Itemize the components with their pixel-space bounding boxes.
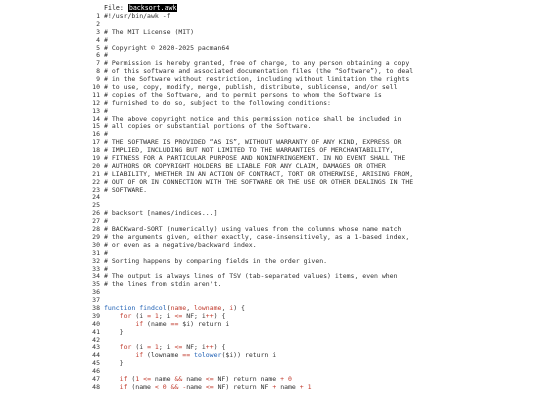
code-token: (name xyxy=(143,319,171,328)
code-token: name xyxy=(170,303,187,312)
line-text xyxy=(100,289,104,297)
code-token: i xyxy=(229,303,234,312)
code-line xyxy=(88,13,528,21)
code-token: (name xyxy=(127,382,155,391)
code-token: <= xyxy=(205,382,214,391)
code-token: NF) return name xyxy=(213,374,281,383)
line-number: 24 xyxy=(92,193,100,202)
line-number: 26 xyxy=(92,209,100,218)
code-line xyxy=(88,384,528,392)
code-token: = xyxy=(147,311,151,320)
code-token: name xyxy=(276,382,300,391)
code-token: # xyxy=(104,130,108,139)
line-number: 44 xyxy=(92,351,100,360)
code-token: # LIABILITY, WHETHER IN AN ACTION OF CONTRACT, TORT OR OTHERWISE, ARISING FROM, xyxy=(104,169,414,178)
code-token: 1 xyxy=(154,343,159,352)
line-number: 3 xyxy=(96,27,100,36)
line-number: 43 xyxy=(92,343,100,352)
code-token: ++ xyxy=(205,343,214,352)
code-token: #!/usr/bin/awk -f xyxy=(104,12,171,20)
code-token: } xyxy=(104,327,124,336)
code-token: <= xyxy=(174,343,183,352)
line-number: 9 xyxy=(96,75,100,84)
line-number: 48 xyxy=(92,382,100,391)
code-token: } xyxy=(104,359,124,368)
code-token: name xyxy=(186,382,206,391)
code-token: (i xyxy=(131,343,148,352)
line-text xyxy=(100,329,124,337)
line-number: 30 xyxy=(92,240,100,249)
code-token: # all copies or substantial portions of the Software. xyxy=(104,122,312,131)
code-line xyxy=(88,194,528,202)
code-token: (lowname xyxy=(143,351,183,360)
code-token: ; i xyxy=(158,343,175,352)
code-token: # The output is always lines of TSV (tab-separated values) items, even when xyxy=(104,272,398,281)
code-line xyxy=(88,360,528,368)
line-number: 10 xyxy=(92,83,100,92)
line-number: 40 xyxy=(92,319,100,328)
line-number: 15 xyxy=(92,122,100,131)
code-token: <= xyxy=(205,374,214,383)
code-token: NF; i xyxy=(182,311,206,320)
code-token: + xyxy=(280,374,285,383)
line-number: 45 xyxy=(92,359,100,368)
line-text xyxy=(100,210,218,218)
code-token: name xyxy=(150,374,175,383)
code-token: 1 xyxy=(154,311,159,320)
line-number: 36 xyxy=(92,288,100,297)
line-number: 18 xyxy=(92,146,100,155)
code-token: NF; i xyxy=(182,343,206,352)
code-token xyxy=(104,351,135,359)
code-token: <= xyxy=(143,374,151,383)
code-token: # in the Software without restriction, including without limitation the rights xyxy=(104,75,410,84)
code-token: if xyxy=(135,319,144,328)
code-line xyxy=(88,187,528,195)
code-token: # furnished to do so, subject to the following conditions: xyxy=(104,98,331,107)
code-token: # xyxy=(104,264,108,273)
code-line xyxy=(88,45,528,53)
code-token: - xyxy=(182,382,187,391)
code-token: tolower xyxy=(194,351,222,360)
code-token: ( xyxy=(127,374,136,383)
line-number: 37 xyxy=(92,296,100,305)
code-token: # xyxy=(104,248,108,257)
code-token: # The above copyright notice and this permission notice shall be included in xyxy=(104,114,402,123)
line-number: 25 xyxy=(92,201,100,210)
code-token: if xyxy=(135,351,144,360)
code-token xyxy=(104,312,120,320)
line-number: 38 xyxy=(92,303,100,312)
line-number: 14 xyxy=(92,114,100,123)
line-text xyxy=(100,384,312,392)
code-token xyxy=(104,383,120,391)
line-number: 31 xyxy=(92,248,100,257)
code-token: && xyxy=(170,382,179,391)
line-number: 19 xyxy=(92,154,100,163)
code-token: # or even as a negative/backward index. xyxy=(104,240,257,249)
line-text xyxy=(100,123,311,131)
line-number: 1 xyxy=(96,12,100,20)
line-number: 35 xyxy=(92,280,100,289)
code-token xyxy=(104,320,135,328)
line-text xyxy=(100,258,327,266)
line-number: 42 xyxy=(92,335,100,344)
code-token: + xyxy=(272,382,277,391)
line-text xyxy=(100,100,331,108)
code-token: # xyxy=(104,106,108,115)
code-token: name xyxy=(182,374,206,383)
code-token: # xyxy=(104,217,108,226)
code-token: (i xyxy=(131,311,148,320)
line-number: 29 xyxy=(92,232,100,241)
code-line xyxy=(88,210,528,218)
code-token: , xyxy=(221,303,230,312)
code-line xyxy=(88,321,528,329)
code-token: # xyxy=(104,35,108,44)
line-number: 13 xyxy=(92,106,100,115)
code-token: < xyxy=(154,382,159,391)
line-number: 33 xyxy=(92,264,100,273)
code-token: # the arguments given, either exactly, case-insensitively, as a 1-based index, xyxy=(104,232,410,241)
code-token: # FITNESS FOR A PARTICULAR PURPOSE AND NONINFRINGEMENT. IN NO EVENT SHALL THE xyxy=(104,154,406,163)
line-number: 5 xyxy=(96,43,100,52)
code-line xyxy=(88,100,528,108)
code-token: # BACKward-SORT (numerically) using values from the columns whose name match xyxy=(104,225,402,234)
code-token: # AUTHORS OR COPYRIGHT HOLDERS BE LIABLE FOR ANY CLAIM, DAMAGES OR OTHER xyxy=(104,161,386,170)
line-number: 47 xyxy=(92,374,100,383)
code-token: # THE SOFTWARE IS PROVIDED “AS IS”, WITHOUT WARRANTY OF ANY KIND, EXPRESS OR xyxy=(104,138,402,147)
line-text xyxy=(100,194,104,202)
code-token: if xyxy=(119,382,128,391)
code-token: # SOFTWARE. xyxy=(104,185,148,194)
line-number: 8 xyxy=(96,67,100,76)
file-label: File: xyxy=(104,4,124,12)
code-line xyxy=(88,352,528,360)
code-token: ) { xyxy=(213,343,226,352)
line-text xyxy=(100,242,257,250)
code-token: lowname xyxy=(194,303,222,312)
code-token: # OUT OF OR IN CONNECTION WITH THE SOFTWARE OR THE USE OR OTHER DEALINGS IN THE xyxy=(104,177,414,186)
line-number: 20 xyxy=(92,161,100,170)
file-name[interactable]: backsort.awk xyxy=(128,4,177,12)
code-token: # xyxy=(104,51,108,60)
line-number: 2 xyxy=(96,19,100,28)
code-token: NF) return NF xyxy=(213,382,273,391)
code-line xyxy=(88,123,528,131)
code-token: $i) return i xyxy=(178,319,230,328)
line-text xyxy=(100,360,124,368)
line-number: 7 xyxy=(96,59,100,68)
code-token: ( xyxy=(166,303,171,312)
line-text xyxy=(100,187,147,195)
code-line xyxy=(88,179,528,187)
code-token: ; i xyxy=(158,311,175,320)
line-number: 28 xyxy=(92,225,100,234)
code-token: # backsort [names/indices...] xyxy=(104,209,218,218)
code-token: 1 xyxy=(135,374,140,383)
line-number: 17 xyxy=(92,138,100,147)
line-text xyxy=(100,29,194,37)
code-token: 0 xyxy=(162,382,167,391)
code-token: , xyxy=(186,303,195,312)
code-line xyxy=(88,29,528,37)
line-text xyxy=(100,281,221,289)
line-number: 23 xyxy=(92,185,100,194)
code-token: = xyxy=(147,343,151,352)
code-token: # copies of the Software, and to permit persons to whom the Software is xyxy=(104,90,382,99)
code-token: findcol xyxy=(139,303,167,312)
code-token: # The MIT License (MIT) xyxy=(104,27,195,36)
code-token: # Permission is hereby granted, free of charge, to any person obtaining a copy xyxy=(104,59,410,68)
code-token: # Sorting happens by comparing fields in the order given. xyxy=(104,256,328,265)
code-line xyxy=(88,289,528,297)
line-text xyxy=(100,45,229,53)
code-token: + xyxy=(299,382,304,391)
line-number: 41 xyxy=(92,327,100,336)
code-token: 1 xyxy=(307,382,312,391)
code-token: ) { xyxy=(233,303,245,312)
code-token: && xyxy=(174,374,183,383)
line-number: 11 xyxy=(92,90,100,99)
code-token: == xyxy=(182,351,191,360)
code-token: # of this software and associated documentation files (the “Software”), to deal xyxy=(104,67,414,76)
code-line xyxy=(88,242,528,250)
line-number: 22 xyxy=(92,177,100,186)
code-token xyxy=(104,375,120,383)
code-token: # IMPLIED, INCLUDING BUT NOT LIMITED TO THE WARRANTIES OF MERCHANTABILITY, xyxy=(104,146,394,155)
code-token: # to use, copy, modify, merge, publish, distribute, sublicense, and/or sell xyxy=(104,83,398,92)
code-line xyxy=(88,329,528,337)
line-number: 6 xyxy=(96,51,100,60)
code-token: # Copyright © 2020-2025 pacman64 xyxy=(104,43,230,52)
code-line xyxy=(88,258,528,266)
code-token: for xyxy=(119,343,132,352)
code-listing[interactable] xyxy=(88,13,528,392)
code-token: function xyxy=(104,303,140,312)
code-line xyxy=(88,281,528,289)
line-number: 16 xyxy=(92,130,100,139)
line-number: 4 xyxy=(96,35,100,44)
code-token: ($i)) return i xyxy=(221,351,277,360)
line-text xyxy=(100,13,171,21)
code-token: == xyxy=(170,319,179,328)
line-number: 32 xyxy=(92,256,100,265)
line-number: 46 xyxy=(92,367,100,376)
code-token: if xyxy=(119,374,128,383)
code-token: ++ xyxy=(205,311,214,320)
line-text xyxy=(100,352,276,360)
code-token: ) { xyxy=(213,311,226,320)
code-token: # the lines from stdin aren't. xyxy=(104,280,222,289)
line-number: 21 xyxy=(92,169,100,178)
code-token: for xyxy=(119,311,132,320)
code-token: 0 xyxy=(287,374,292,383)
line-number: 27 xyxy=(92,217,100,226)
line-number: 12 xyxy=(92,98,100,107)
line-number: 34 xyxy=(92,272,100,281)
file-viewer xyxy=(88,4,528,392)
code-token xyxy=(104,343,120,351)
line-number: 39 xyxy=(92,311,100,320)
code-token: <= xyxy=(174,311,183,320)
